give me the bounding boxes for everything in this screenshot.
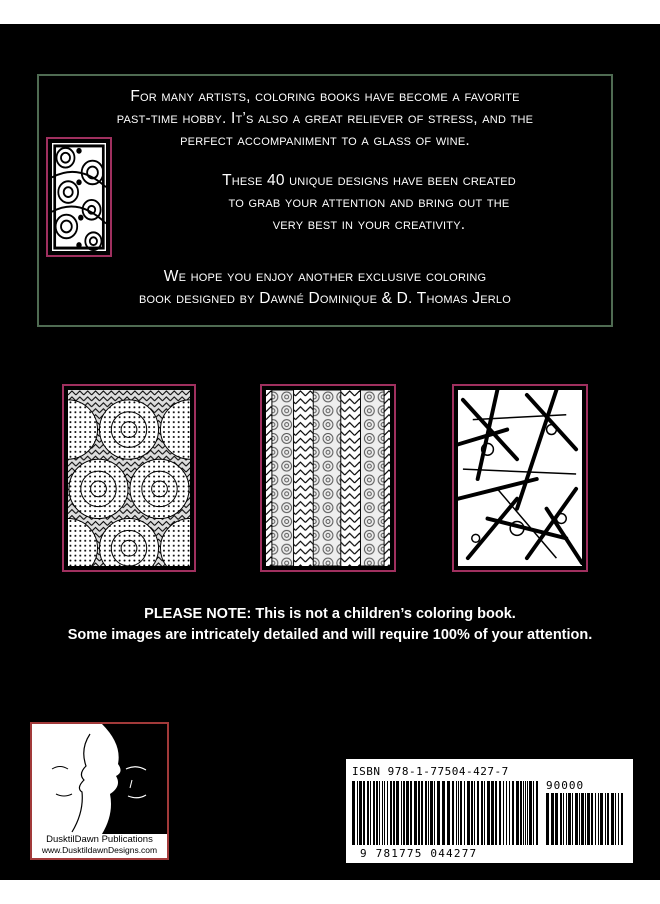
barcode-bar: [585, 793, 586, 845]
barcode-bar: [403, 781, 405, 845]
barcode-bar: [425, 781, 427, 845]
barcode-bar: [605, 793, 606, 845]
barcode-bar: [506, 781, 507, 845]
blurb-line: to grab your attention and bring out the: [228, 194, 510, 211]
note-line-2: Some images are intricately detailed and will require 100% of your attention.: [67, 627, 593, 643]
back-cover: [0, 24, 660, 880]
barcode-bar: [410, 781, 412, 845]
barcode-bar: [523, 781, 524, 845]
barcode-bar: [579, 793, 580, 845]
barcode-bar: [509, 781, 510, 845]
barcode-bar: [456, 781, 457, 845]
barcode-bar: [370, 781, 371, 845]
barcode-bar: [607, 793, 609, 845]
publisher-name: DusktilDawn Publications: [46, 834, 153, 845]
blurb-paragraph-2: [169, 170, 569, 236]
blurb-line: These 40 unique designs have been created: [222, 172, 516, 189]
barcode-bar: [430, 781, 433, 845]
barcode-bar: [581, 793, 584, 845]
barcode-bar: [560, 793, 562, 845]
barcode-bar: [390, 781, 392, 845]
barcode-bars: [352, 781, 538, 845]
mandala-design-sample: [62, 384, 196, 572]
barcode-bar: [474, 781, 475, 845]
blurb-paragraph-1: [39, 86, 611, 152]
blurb-line: We hope you enjoy another exclusive coloring: [163, 268, 487, 285]
abstract-design-sample: [452, 384, 588, 572]
blurb-box: [37, 74, 613, 327]
barcode-bar: [487, 781, 490, 845]
barcode-bar: [363, 781, 365, 845]
barcode-bar: [442, 781, 445, 845]
barcode-bar: [615, 793, 616, 845]
barcode-bar: [621, 793, 623, 845]
barcode-bar: [384, 781, 385, 845]
blurb-line: book designed by Dawné Dominique & D. Thomas Jerlo: [138, 290, 512, 307]
barcode-bar: [387, 781, 388, 845]
barcode-bar: [516, 781, 519, 845]
swirl-design-thumbnail: [46, 137, 112, 257]
barcode-bar: [551, 793, 554, 845]
barcode-bar: [575, 793, 578, 845]
barcode-bar: [367, 781, 369, 845]
barcode-bar: [396, 781, 399, 845]
barcode-bar: [611, 793, 614, 845]
please-note: [0, 604, 660, 646]
barcode-bar: [555, 793, 558, 845]
barcode-bar: [464, 781, 465, 845]
note-line-1: PLEASE NOTE: This is not a children’s coloring book.: [144, 606, 516, 622]
barcode-bar: [491, 781, 494, 845]
barcode-bar: [533, 781, 534, 845]
barcode-bar: [434, 781, 435, 845]
barcode-bar: [471, 781, 473, 845]
barcode-bar: [379, 781, 380, 845]
barcode-bar: [536, 781, 538, 845]
barcode-bar: [401, 781, 402, 845]
barcode-bar: [525, 781, 526, 845]
blurb-line: very best in your creativity.: [272, 216, 466, 233]
barcode-bar: [568, 793, 571, 845]
barcode-bar: [563, 793, 564, 845]
blurb-paragraph-3: [39, 266, 611, 310]
barcode-bar: [520, 781, 522, 845]
barcode-bar: [447, 781, 450, 845]
barcode-bar: [527, 781, 528, 845]
barcode-digits: 9 781775 044277: [360, 847, 478, 860]
barcode-bar: [481, 781, 483, 845]
barcode-bar: [591, 793, 593, 845]
blurb-line: past-time hobby. It’s also a great reliever of stress, and the: [116, 110, 534, 127]
publisher-url: www.DusktildawnDesigns.com: [41, 845, 158, 855]
barcode-bar: [418, 781, 420, 845]
barcode-bar: [414, 781, 417, 845]
barcode-bar: [600, 793, 603, 845]
barcode-bar: [484, 781, 485, 845]
barcode-bar: [503, 781, 504, 845]
price-addon-digits: 90000: [546, 779, 585, 792]
barcode-bar: [452, 781, 454, 845]
blurb-line: For many artists, coloring books have become a favorite: [130, 88, 520, 105]
barcode-bar: [598, 793, 599, 845]
barcode-bar: [512, 781, 514, 845]
barcode-bar: [595, 793, 596, 845]
faces-logo-image: [32, 724, 167, 834]
blurb-line: perfect accompaniment to a glass of wine.: [180, 132, 470, 149]
isbn-barcode: [346, 759, 633, 863]
barcode-bar: [458, 781, 459, 845]
barcode-bar: [477, 781, 479, 845]
barcode-bar: [393, 781, 395, 845]
barcode-bar: [437, 781, 440, 845]
isbn-number: ISBN 978-1-77504-427-7: [352, 765, 509, 778]
barcode-bar: [546, 793, 549, 845]
barcode-bar: [499, 781, 501, 845]
barcode-bar: [572, 793, 573, 845]
barcode-bar: [529, 781, 532, 845]
barcode-bar: [357, 781, 358, 845]
barcode-bar: [428, 781, 429, 845]
barcode-bar: [382, 781, 383, 845]
addon-barcode-bars: [546, 793, 626, 857]
publisher-logo: [30, 722, 169, 860]
barcode-bar: [373, 781, 375, 845]
barcode-bar: [406, 781, 409, 845]
barcode-bar: [495, 781, 497, 845]
barcode-bar: [460, 781, 462, 845]
barcode-bar: [566, 793, 567, 845]
barcode-bar: [376, 781, 378, 845]
barcode-bar: [352, 781, 355, 845]
barcode-bar: [618, 793, 619, 845]
barcode-bar: [467, 781, 470, 845]
stripe-design-sample: [260, 384, 396, 572]
barcode-bar: [359, 781, 362, 845]
barcode-bar: [587, 793, 590, 845]
barcode-bar: [421, 781, 423, 845]
